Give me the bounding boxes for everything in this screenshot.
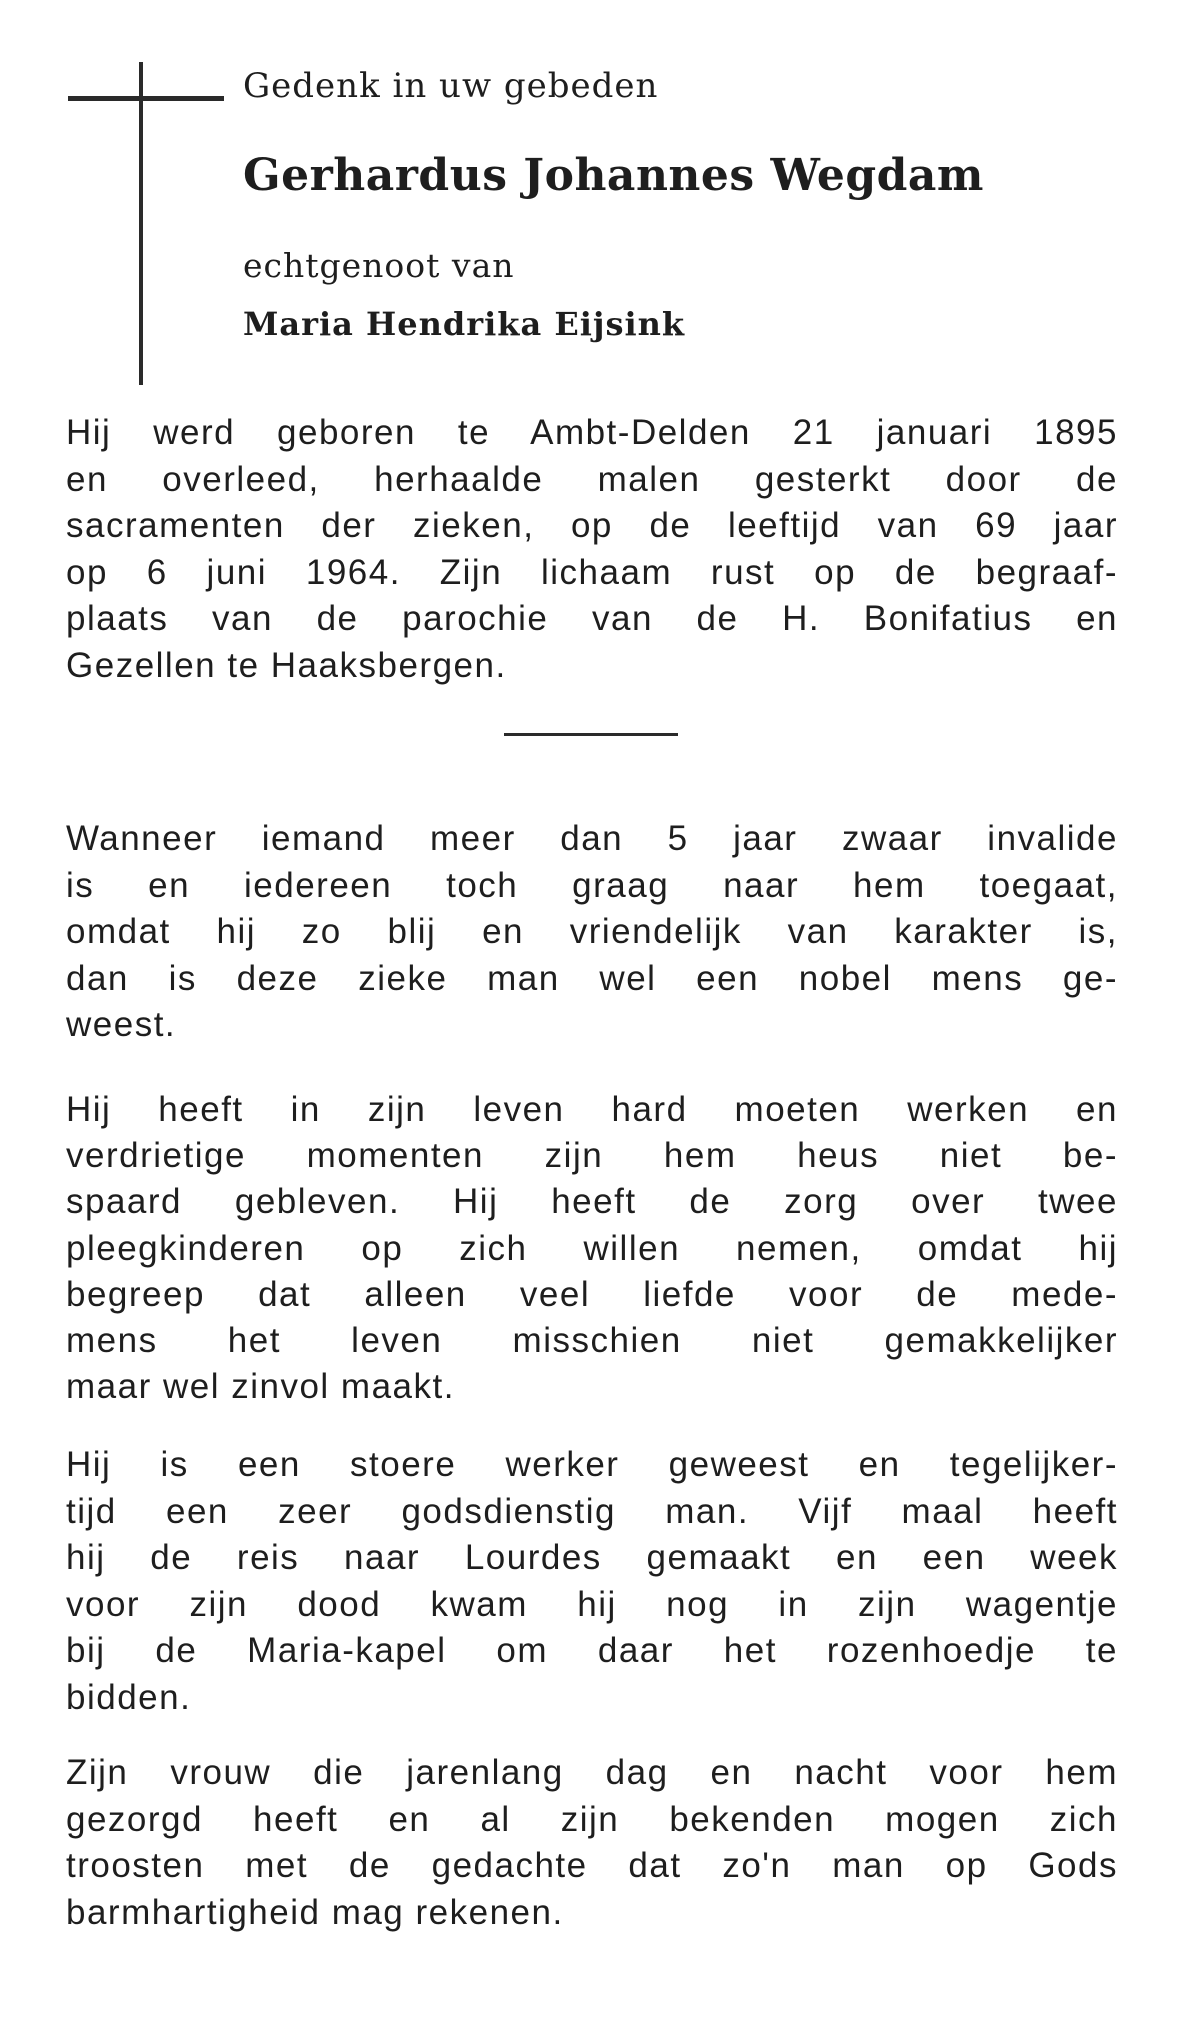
- intro-text: Gedenk in uw gebeden: [243, 66, 659, 106]
- paragraph-1-line: op 6 juni 1964. Zijn lichaam rust op de begraaf-: [66, 552, 1118, 592]
- cross-icon-bar: [68, 96, 224, 101]
- paragraph-1-line: plaats van de parochie van de H. Bonifatius en: [66, 599, 1118, 639]
- relation-text: echtgenoot van: [243, 246, 515, 285]
- paragraph-3-line: begreep dat alleen veel liefde voor de mede-: [66, 1274, 1118, 1314]
- paragraph-1-line: Hij werd geboren te Ambt-Delden 21 januari 1895: [66, 413, 1118, 452]
- paragraph-1-line: en overleed, herhaalde malen gesterkt door de: [66, 459, 1118, 499]
- paragraph-2-line: dan is deze zieke man wel een nobel mens ge-: [66, 958, 1118, 998]
- paragraph-5-line: troosten met de gedachte dat zo'n man op Gods: [66, 1846, 1118, 1886]
- paragraph-3-line: Hij heeft in zijn leven hard moeten werken en: [66, 1090, 1118, 1129]
- spouse-name: Maria Hendrika Eijsink: [243, 305, 686, 343]
- cross-icon: [139, 62, 143, 385]
- paragraph-2-line: is en iedereen toch graag naar hem toegaat,: [66, 865, 1118, 905]
- paragraph-5-line: Zijn vrouw die jarenlang dag en nacht voor hem: [66, 1753, 1118, 1792]
- divider: [504, 733, 678, 736]
- paragraph-2-line: omdat hij zo blij en vriendelijk van karakter is,: [66, 912, 1118, 952]
- paragraph-3-line: pleegkinderen op zich willen nemen, omdat hij: [66, 1228, 1118, 1268]
- paragraph-5-line: barmhartigheid mag rekenen.: [66, 1892, 564, 1932]
- paragraph-4-line: tijd een zeer godsdienstig man. Vijf maal heeft: [66, 1491, 1118, 1531]
- paragraph-3-line: spaard gebleven. Hij heeft de zorg over twee: [66, 1182, 1118, 1222]
- paragraph-4-line: bij de Maria-kapel om daar het rozenhoedje te: [66, 1631, 1118, 1671]
- paragraph-3-line: maar wel zinvol maakt.: [66, 1367, 455, 1407]
- paragraph-4-line: hij de reis naar Lourdes gemaakt en een week: [66, 1538, 1118, 1578]
- paragraph-4-line: Hij is een stoere werker geweest en tegelijker-: [66, 1445, 1118, 1484]
- paragraph-5-line: gezorgd heeft en al zijn bekenden mogen zich: [66, 1799, 1118, 1839]
- deceased-name: Gerhardus Johannes Wegdam: [243, 150, 984, 201]
- paragraph-2-line: weest.: [66, 1005, 177, 1045]
- paragraph-1-line: sacramenten der zieken, op de leeftijd van 69 jaar: [66, 506, 1118, 546]
- paragraph-4-line: voor zijn dood kwam hij nog in zijn wagentje: [66, 1584, 1118, 1624]
- paragraph-4-line: bidden.: [66, 1678, 192, 1718]
- paragraph-1-line: Gezellen te Haaksbergen.: [66, 646, 507, 686]
- paragraph-3-line: verdrietige momenten zijn hem heus niet be-: [66, 1136, 1118, 1176]
- paragraph-2-line: Wanneer iemand meer dan 5 jaar zwaar invalide: [66, 819, 1118, 858]
- paragraph-3-line: mens het leven misschien niet gemakkelijker: [66, 1321, 1118, 1361]
